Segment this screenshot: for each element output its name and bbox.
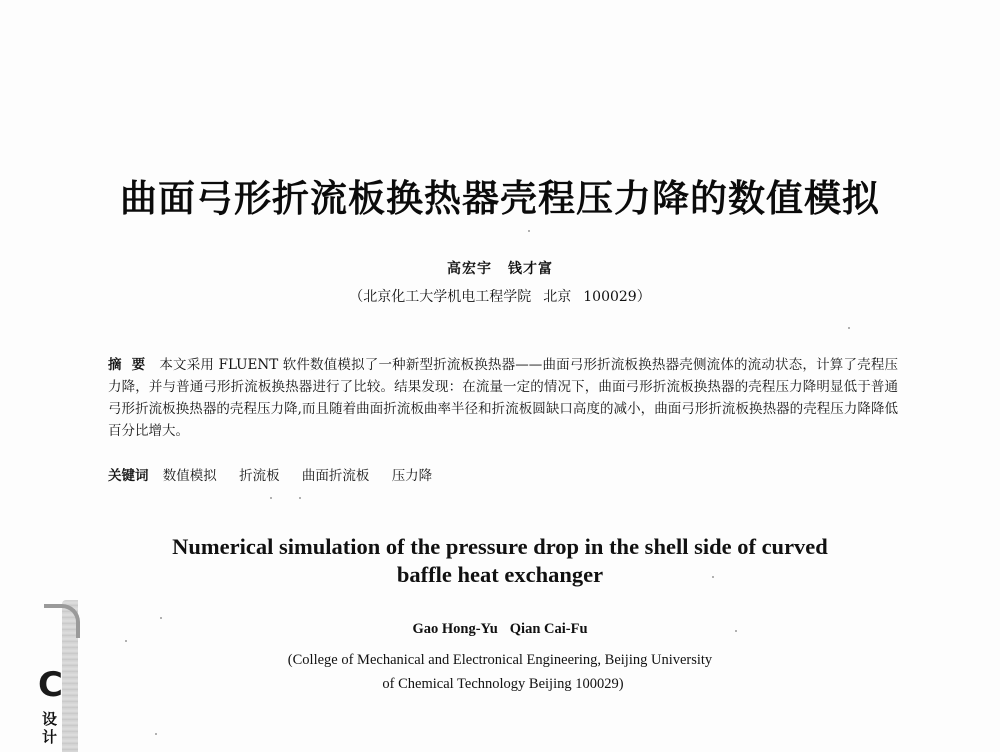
- english-author-2: Qian Cai-Fu: [509, 621, 588, 637]
- scan-speck: [270, 497, 272, 499]
- author-1: 高宏宇: [447, 261, 492, 277]
- abstract-label: 摘要: [108, 357, 156, 373]
- journal-logo-letter: C: [38, 665, 63, 705]
- scan-speck: [848, 327, 850, 329]
- keyword-3: 曲面折流板: [301, 468, 370, 484]
- english-author-1: Gao Hong-Yu: [412, 621, 498, 637]
- scan-speck: [299, 497, 301, 499]
- scan-speck: [160, 617, 162, 619]
- journal-section-label: 设计: [42, 710, 58, 746]
- author-2: 钱才富: [508, 261, 553, 277]
- affiliation-city: 北京: [543, 289, 572, 305]
- english-title-line-1: Numerical simulation of the pressure drop in the shell side of curved: [172, 534, 828, 559]
- scan-speck: [735, 630, 737, 632]
- english-title-line-2: baffle heat exchanger: [396, 562, 604, 587]
- keyword-4: 压力降: [391, 468, 433, 484]
- keywords: [108, 464, 450, 484]
- english-affiliation-line-2: of Chemical Technology Beijing 100029): [382, 676, 624, 692]
- scan-speck: [125, 640, 127, 642]
- abstract-text: 本文采用 FLUENT 软件数值模拟了一种新型折流板换热器——曲面弓形折流板换热器壳侧流体的流动状态，计算了壳程压力降，并与普通弓形折流板换热器进行了比较。结果发现：在流量一定的情况下，曲面弓形折流板换热器的壳程压力降明显低于普通弓形折流板换热器的壳程压力降,而且随着曲面折流板曲率半径和折流板圆缺口高度的减小，曲面弓形折流板换热器的壳程压力降降低百分比增大。: [108, 357, 899, 439]
- english-affiliation: [200, 648, 800, 696]
- keyword-2: 折流板: [239, 468, 280, 484]
- scan-speck: [528, 230, 530, 232]
- affiliation-postcode: 100029）: [583, 289, 651, 305]
- abstract: [108, 354, 898, 442]
- chinese-affiliation: [0, 286, 1000, 306]
- affiliation-institution: （北京化工大学机电工程学院: [349, 289, 532, 305]
- english-affiliation-line-1: (College of Mechanical and Electronical Engineering, Beijing University: [287, 652, 713, 668]
- scan-speck: [712, 576, 714, 578]
- binding-edge-curve: [44, 604, 80, 638]
- chinese-title: 曲面弓形折流板换热器壳程压力降的数值模拟: [120, 176, 880, 220]
- english-authors: [0, 621, 1000, 638]
- keyword-1: 数值模拟: [162, 468, 217, 484]
- scan-speck: [155, 733, 157, 735]
- english-title: [100, 533, 900, 589]
- keywords-label: 关键词: [108, 468, 149, 484]
- chinese-authors: [0, 258, 1000, 278]
